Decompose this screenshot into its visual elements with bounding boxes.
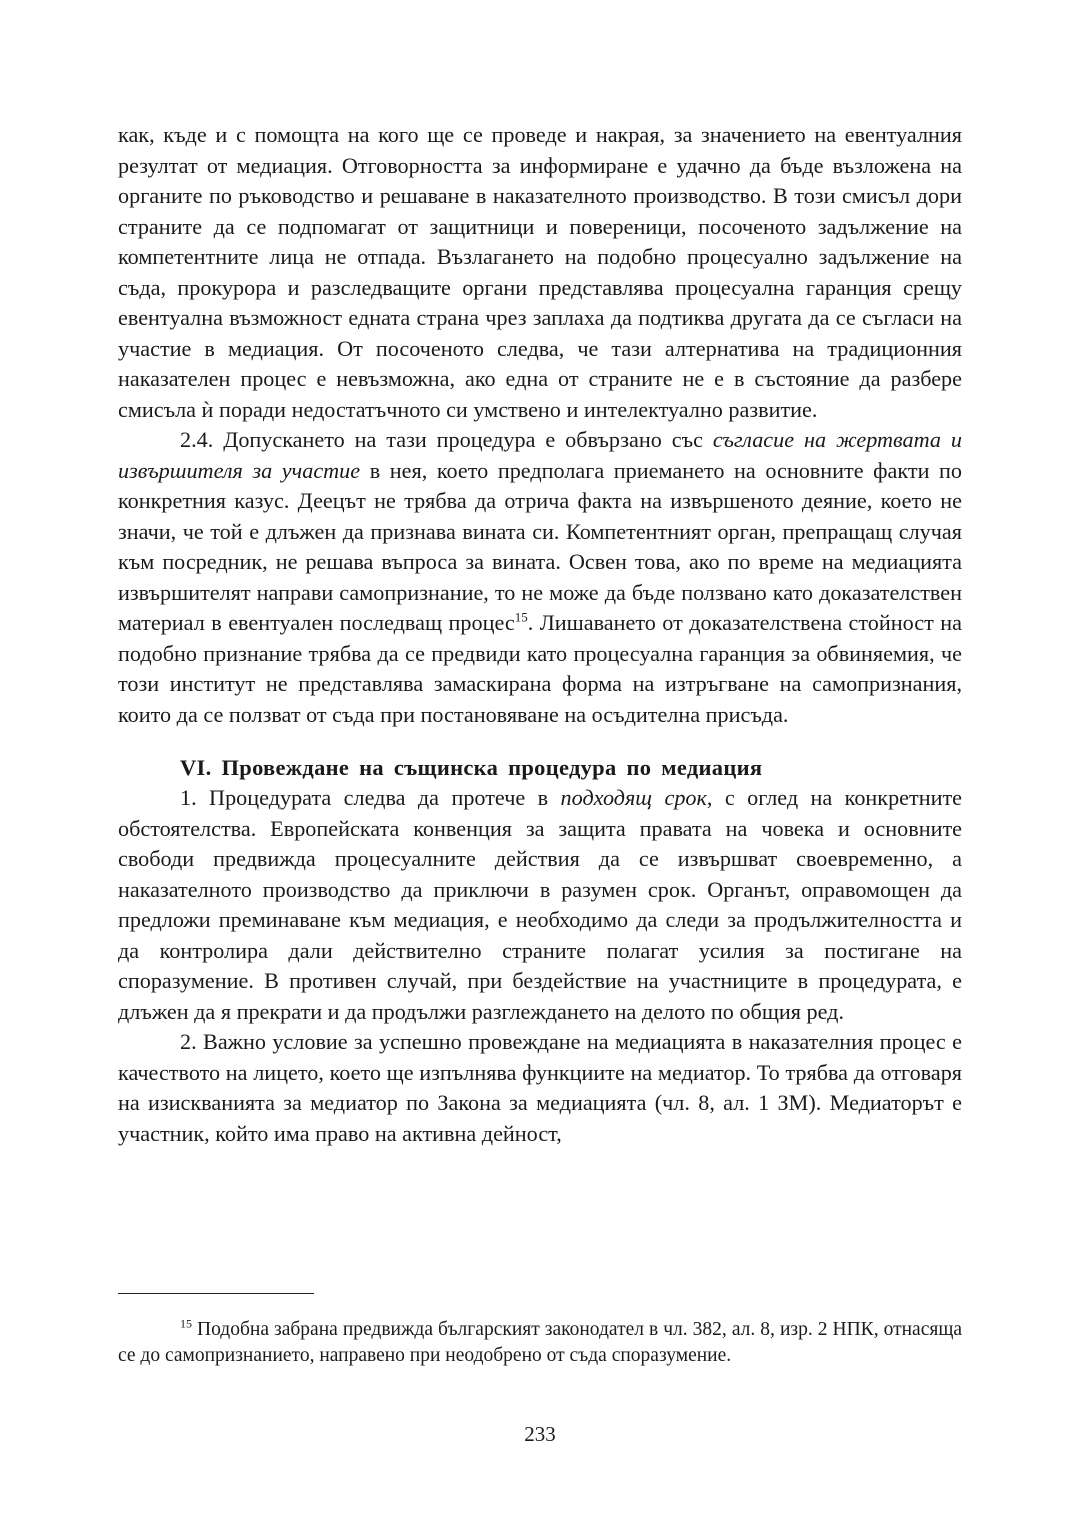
paragraph-2-start: 2.4. Допускането на тази процедура е обвързано със	[180, 427, 713, 452]
section-heading: VI. Провеждане на същинска процедура по медиация	[180, 755, 763, 780]
paragraph-1: как, къде и с помощта на кого ще се проведе и накрая, за значението на евентуалния резултат от медиация. Отговорността за информиране е удачно да бъде възложена на органите по ръководство и решаване в наказателното производство. В този смисъл дори страните да се подпомагат от защитници и повереници, посоченото задължение на компетентните лица не отпада. Възлагането на подобно процесуално задължение на съда, прокурора и разследващите органи представлява процесуална гаранция срещу евентуална възможност едната страна чрез заплаха да подтиква другата да се съгласи на участие в медиация. От посоченото следва, че тази алтернатива на традиционния наказателен процес е невъзможна, ако една от страните не е в състояние да разбере смисъла ѝ поради недостатъчното си умствено и интелектуално развитие.	[118, 122, 962, 422]
paragraph-2-emphasis: съгласие на жертвата и извършителя за участие	[118, 427, 962, 483]
paragraph-3-end: , с оглед на конкретните обстоятелства. Европейската конвенция за защита правата на човека и основните свободи предвижда процесуалните действия да се извършват своевременно, а наказателното производство да приключи в разумен срок. Органът, оправомощен да предложи преминаване към медиация, е необходимо да следи за продължителността и да контролира дали действително страните полагат усилия за постигане на споразумение. В противен случай, при бездействие на участниците в процедурата, е длъжен да я прекрати и да продължи разглеждането на делото по общия ред.	[118, 785, 962, 1024]
paragraph-3-start: 1. Процедурата следва да протече в	[180, 785, 561, 810]
paragraph-2-middle: в нея, което предполага приемането на основните факти по конкретния казус. Деецът не трябва да отрича факта на извършеното деяние, което не значи, че той е длъжен да признава вината си. Компетентният орган, препращащ случая към посредник, не решава въпроса за вината. Освен това, ако по време на медиацията извършителят направи самопризнание, то не може да бъде ползвано като доказателствен материал в евентуален последващ процес	[118, 457, 963, 635]
page-number: 233	[524, 1422, 556, 1446]
paragraph-3-emphasis: подходящ срок	[560, 785, 707, 810]
page-body	[118, 120, 962, 1149]
paragraph-3	[118, 783, 962, 1027]
footnote	[118, 1317, 962, 1368]
paragraph-4: 2. Важно условие за успешно провеждане на медиацията в наказателния процес е качеството на лицето, което ще изпълнява функциите на медиатор. То трябва да отговаря на изискванията за медиатор по Закона за медиацията (чл. 8, ал. 1 ЗМ). Медиаторът е участник, който има право на активна дейност,	[118, 1029, 962, 1146]
footnote-divider	[118, 1293, 314, 1294]
footnote-text: Подобна забрана предвижда българският законодател в чл. 382, ал. 8, изр. 2 НПК, отнасяща се до самопризнанието, направено при неодобрено от съда споразумение.	[118, 1319, 962, 1366]
footnote-reference[interactable]: 15	[514, 609, 528, 625]
footnote-number: 15	[180, 1316, 192, 1331]
paragraph-2-end: . Лишаването от доказателствена стойност на подобно признание трябва да се предвиди като процесуална гаранция за обвиняемия, че този институт не представлява замаскирана форма на изтръгване на самопризнания, които да се ползват от съда при постановяване на осъдителна присъда.	[118, 610, 962, 727]
paragraph-2	[118, 425, 962, 730]
